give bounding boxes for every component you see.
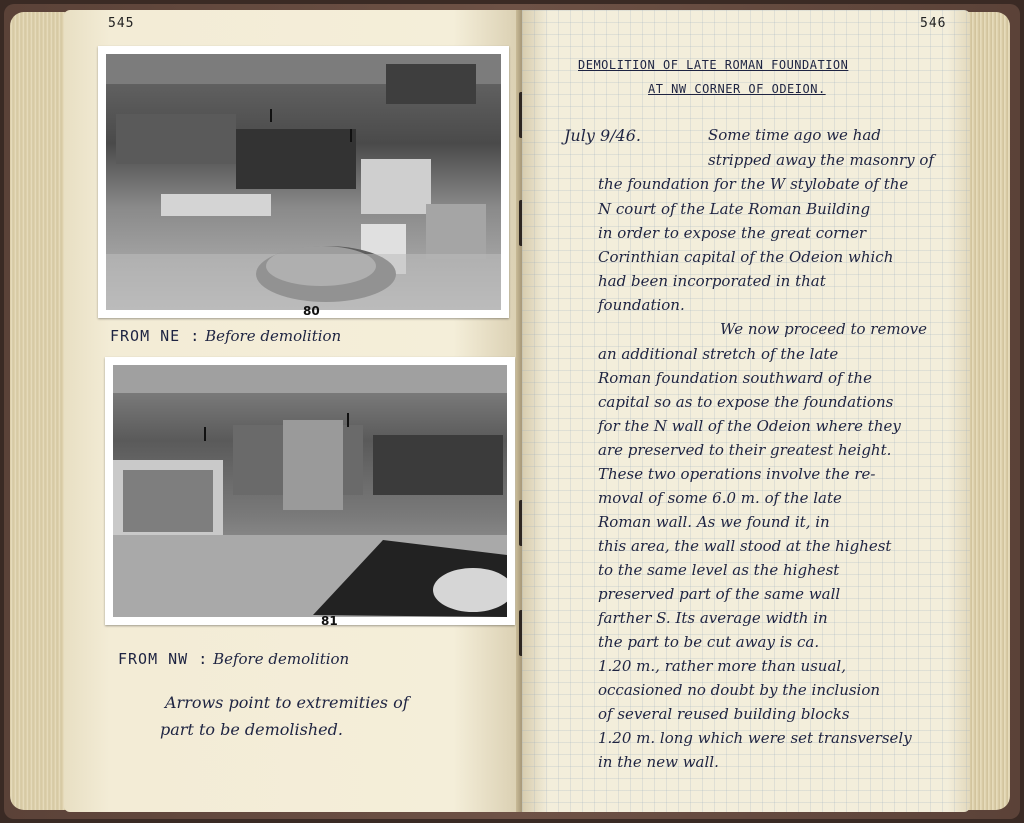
notes-line: foundation. [598,296,685,314]
notes-line: moval of some 6.0 m. of the late [598,489,842,507]
notes-line: in order to expose the great corner [598,224,867,242]
notes-line: These two operations involve the re- [598,465,876,483]
arrow-note-line-1: Arrows point to extremities of [165,693,409,712]
notes-line: farther S. Its average width in [598,609,828,627]
photo-80-image [106,54,501,310]
photo-80-caption-text: Before demolition [205,327,342,345]
notes-line: Roman wall. As we found it, in [598,513,830,531]
notes-line: preserved part of the same wall [598,585,841,603]
notes-line: N court of the Late Roman Building [598,200,871,218]
notes-line: this area, the wall stood at the highest [598,537,892,555]
notes-title-line-1: DEMOLITION OF LATE ROMAN FOUNDATION [578,58,849,72]
notes-line: Corinthian capital of the Odeion which [598,248,894,266]
photo-81-caption [118,650,349,668]
notes-line: to the same level as the highest [598,561,840,579]
notes-line: 1.20 m., rather more than usual, [598,657,846,675]
photo-81-caption-prefix: FROM NW : [118,650,209,668]
left-page-number: 545 [108,16,135,31]
notes-line: the part to be cut away is ca. [598,633,820,651]
notes-line: stripped away the masonry of [708,151,934,169]
notes-line: in the new wall. [598,753,719,771]
photo-80-caption-prefix: FROM NE : [110,327,201,345]
notes-line: capital so as to expose the foundations [598,393,894,411]
notes-line: are preserved to their greatest height. [598,441,892,459]
notes-line: an additional stretch of the late [598,345,839,363]
photo-81 [105,357,515,625]
photo-81-image [113,365,507,617]
photo-80-number: 80 [303,304,320,318]
notes-line: Roman foundation southward of the [598,369,872,387]
notes-title-line-2: AT NW CORNER OF ODEION. [648,82,826,96]
photo-81-caption-text: Before demolition [213,650,350,668]
photo-80 [98,46,509,318]
notes-line: had been incorporated in that [598,272,826,290]
photo-81-number: 81 [321,614,338,628]
arrow-note-line-2: part to be demolished. [160,720,343,739]
notes-line: occasioned no doubt by the inclusion [598,681,881,699]
notes-date: July 9/46. [564,126,641,145]
right-page-number: 546 [920,16,947,31]
notes-line: We now proceed to remove [720,320,927,338]
notes-line: the foundation for the W stylobate of the [598,175,909,193]
notes-line: of several reused building blocks [598,705,850,723]
notes-line: 1.20 m. long which were set transversely [598,729,912,747]
notes-first-line: Some time ago we had [708,126,881,144]
notes-line: for the N wall of the Odeion where they [598,417,901,435]
photo-80-caption [110,327,341,345]
